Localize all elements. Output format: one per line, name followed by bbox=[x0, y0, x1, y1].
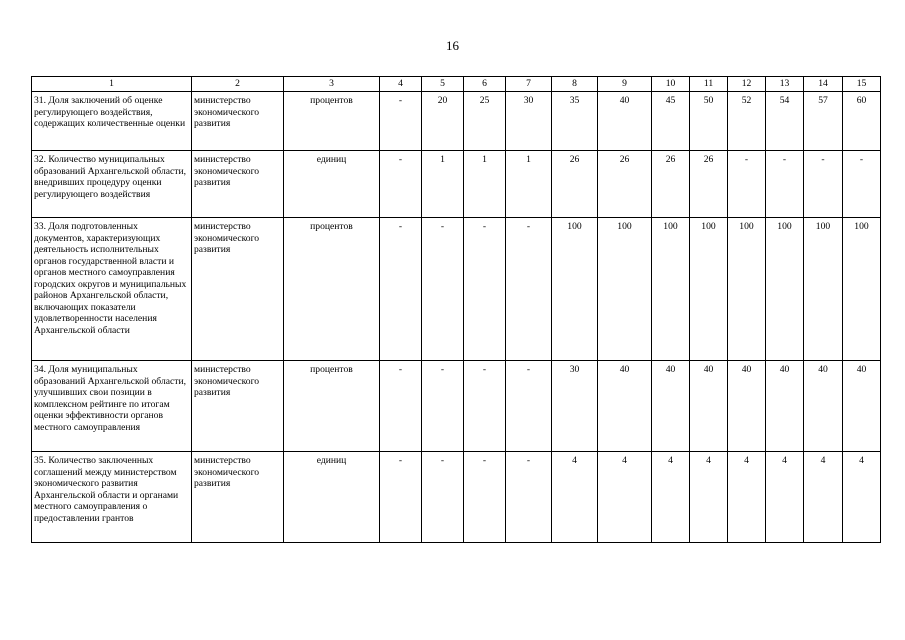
value-cell: 20 bbox=[422, 92, 464, 151]
value-cell: 40 bbox=[598, 92, 652, 151]
value-cell: 40 bbox=[804, 361, 843, 452]
value-cell: 52 bbox=[728, 92, 766, 151]
table-row bbox=[32, 452, 881, 543]
value-cell: - bbox=[464, 218, 506, 361]
value-cell: 40 bbox=[728, 361, 766, 452]
indicator-cell: 34. Доля муниципальных образований Архангельской области, улучшивших свои позиции в комплексном рейтинге по итогам оценки эффективности органов местного самоуправления bbox=[32, 361, 192, 452]
value-cell: 25 bbox=[464, 92, 506, 151]
indicator-cell: 32. Количество муниципальных образований Архангельской области, внедривших процедуру оценки регулирующего воздействия bbox=[32, 151, 192, 218]
value-cell: 1 bbox=[464, 151, 506, 218]
column-header: 1 bbox=[32, 77, 192, 92]
table-row bbox=[32, 218, 881, 361]
value-cell: 4 bbox=[598, 452, 652, 543]
value-cell: 57 bbox=[804, 92, 843, 151]
value-cell: - bbox=[804, 151, 843, 218]
value-cell: 26 bbox=[652, 151, 690, 218]
value-cell: 4 bbox=[804, 452, 843, 543]
column-header: 15 bbox=[843, 77, 881, 92]
value-cell: 26 bbox=[690, 151, 728, 218]
value-cell: 100 bbox=[598, 218, 652, 361]
indicator-cell: 31. Доля заключений об оценке регулирующего воздействия, содержащих количественные оценки bbox=[32, 92, 192, 151]
value-cell: 50 bbox=[690, 92, 728, 151]
column-header: 8 bbox=[552, 77, 598, 92]
header-row bbox=[32, 77, 881, 92]
value-cell: 100 bbox=[766, 218, 804, 361]
value-cell: 4 bbox=[552, 452, 598, 543]
value-cell: - bbox=[464, 361, 506, 452]
value-cell: 40 bbox=[690, 361, 728, 452]
value-cell: 100 bbox=[843, 218, 881, 361]
indicator-cell: 33. Доля подготовленных документов, характеризующих деятельность исполнительных органов государственной власти и органов местного самоуправления городских округов и муниципальных районов Архангельской области, включающих показатели удовлетворенности населения Архангельской области bbox=[32, 218, 192, 361]
responsible-cell: министерство экономического развития bbox=[192, 92, 284, 151]
value-cell: 100 bbox=[804, 218, 843, 361]
responsible-cell: министерство экономического развития bbox=[192, 151, 284, 218]
value-cell: 4 bbox=[728, 452, 766, 543]
column-header: 13 bbox=[766, 77, 804, 92]
value-cell: - bbox=[380, 361, 422, 452]
page-number: 16 bbox=[446, 38, 459, 53]
unit-cell: единиц bbox=[284, 452, 380, 543]
value-cell: 1 bbox=[422, 151, 464, 218]
column-header: 11 bbox=[690, 77, 728, 92]
column-header: 12 bbox=[728, 77, 766, 92]
value-cell: 40 bbox=[598, 361, 652, 452]
column-header: 9 bbox=[598, 77, 652, 92]
value-cell: - bbox=[766, 151, 804, 218]
indicator-cell: 35. Количество заключенных соглашений между министерством экономического развития Архангельской области и органами местного самоуправления о предоставлении грантов bbox=[32, 452, 192, 543]
value-cell: 100 bbox=[652, 218, 690, 361]
unit-cell: процентов bbox=[284, 92, 380, 151]
unit-cell: процентов bbox=[284, 218, 380, 361]
table-row bbox=[32, 361, 881, 452]
value-cell: - bbox=[506, 452, 552, 543]
value-cell: 40 bbox=[766, 361, 804, 452]
column-header: 2 bbox=[192, 77, 284, 92]
column-header: 14 bbox=[804, 77, 843, 92]
value-cell: 1 bbox=[506, 151, 552, 218]
value-cell: 4 bbox=[766, 452, 804, 543]
value-cell: 30 bbox=[552, 361, 598, 452]
unit-cell: процентов bbox=[284, 361, 380, 452]
column-header: 6 bbox=[464, 77, 506, 92]
value-cell: 40 bbox=[843, 361, 881, 452]
value-cell: 4 bbox=[690, 452, 728, 543]
column-header: 4 bbox=[380, 77, 422, 92]
value-cell: - bbox=[422, 452, 464, 543]
value-cell: 4 bbox=[652, 452, 690, 543]
value-cell: - bbox=[422, 218, 464, 361]
table-row bbox=[32, 151, 881, 218]
value-cell: 35 bbox=[552, 92, 598, 151]
value-cell: 54 bbox=[766, 92, 804, 151]
value-cell: 40 bbox=[652, 361, 690, 452]
value-cell: - bbox=[380, 452, 422, 543]
value-cell: 26 bbox=[598, 151, 652, 218]
value-cell: - bbox=[728, 151, 766, 218]
value-cell: - bbox=[380, 218, 422, 361]
column-header: 10 bbox=[652, 77, 690, 92]
responsible-cell: министерство экономического развития bbox=[192, 452, 284, 543]
value-cell: - bbox=[422, 361, 464, 452]
value-cell: - bbox=[380, 151, 422, 218]
value-cell: 100 bbox=[690, 218, 728, 361]
table-row bbox=[32, 92, 881, 151]
value-cell: 100 bbox=[552, 218, 598, 361]
unit-cell: единиц bbox=[284, 151, 380, 218]
value-cell: 26 bbox=[552, 151, 598, 218]
value-cell: 60 bbox=[843, 92, 881, 151]
responsible-cell: министерство экономического развития bbox=[192, 361, 284, 452]
column-header: 7 bbox=[506, 77, 552, 92]
value-cell: - bbox=[464, 452, 506, 543]
responsible-cell: министерство экономического развития bbox=[192, 218, 284, 361]
value-cell: - bbox=[506, 218, 552, 361]
column-header: 3 bbox=[284, 77, 380, 92]
value-cell: 100 bbox=[728, 218, 766, 361]
value-cell: 4 bbox=[843, 452, 881, 543]
column-header: 5 bbox=[422, 77, 464, 92]
value-cell: - bbox=[843, 151, 881, 218]
value-cell: - bbox=[506, 361, 552, 452]
value-cell: 45 bbox=[652, 92, 690, 151]
indicators-table bbox=[31, 76, 881, 543]
value-cell: 30 bbox=[506, 92, 552, 151]
value-cell: - bbox=[380, 92, 422, 151]
